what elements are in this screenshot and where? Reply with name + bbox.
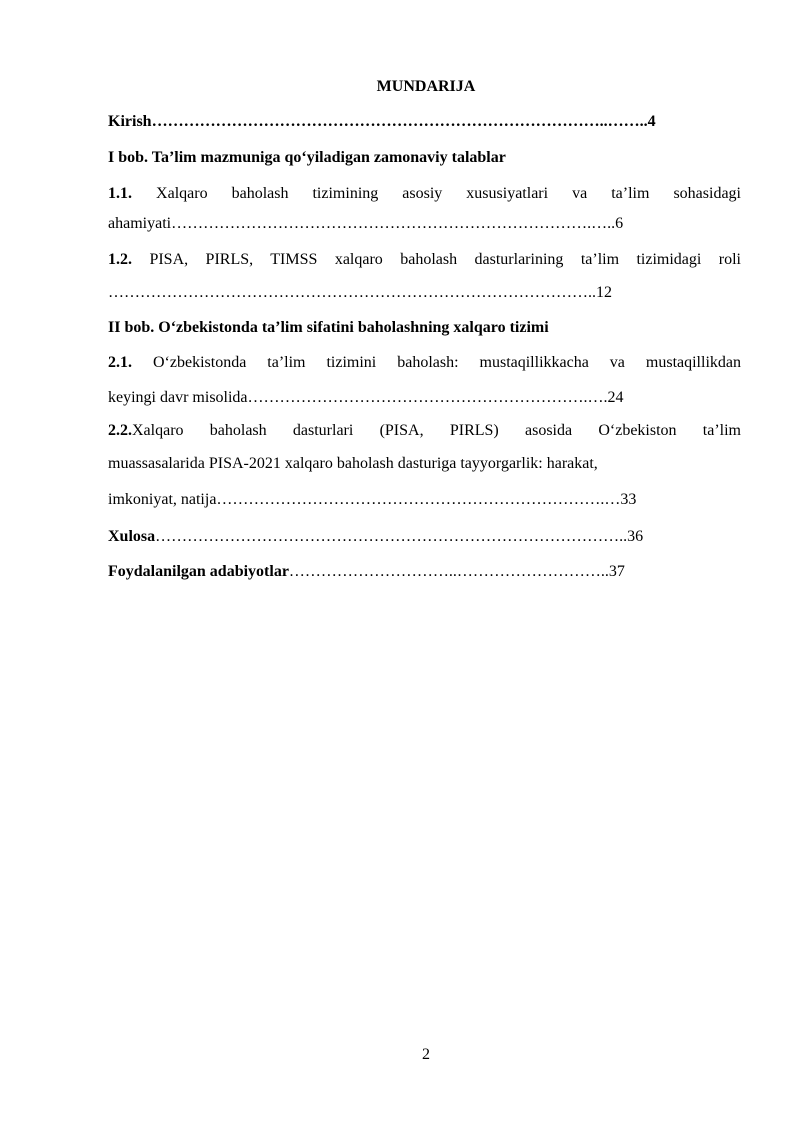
toc-entry-2-1-number: 2.1. <box>108 354 132 371</box>
toc-entry-1-1-number: 1.1. <box>108 185 132 202</box>
toc-chapter-2-heading: II bob. O‘zbekistonda ta’lim sifatini baholashning xalqaro tizimi <box>108 319 549 336</box>
toc-entry-1-2-title: PISA, PIRLS, TIMSS xalqaro baholash dasturlarining ta’lim tizimidagi roli <box>149 251 741 268</box>
page-number: 2 <box>422 1046 430 1063</box>
toc-entry-references-leader: …………………………..………………………..37 <box>288 563 625 580</box>
toc-entry-2-2-continuation-1: muassasalarida PISA-2021 xalqaro baholash dasturiga tayyorgarlik: harakat, <box>108 455 598 472</box>
toc-entry-1-1-continuation: ahamiyati…………………………………………………………………….…..6 <box>108 215 624 232</box>
toc-entry-2-2-number: 2.2. <box>108 422 132 439</box>
toc-entry-1-1-title: Xalqaro baholash tizimining asosiy xususiyatlari va ta’lim sohasidagi <box>156 185 741 202</box>
toc-entry-conclusion-label: Xulosa <box>108 528 156 545</box>
toc-entry-1-2-continuation: ………………………………………………………………………………..12 <box>108 284 612 301</box>
toc-entry-references <box>108 562 741 582</box>
page-title: MUNDARIJA <box>376 78 476 95</box>
toc-entry-2-1 <box>108 353 741 373</box>
toc-entry-conclusion <box>108 527 741 547</box>
toc-entry-2-2 <box>108 421 741 441</box>
toc-entry-1-2-number: 1.2. <box>108 251 132 268</box>
toc-entry-intro: Kirish…………………………………………………………………………..……..4 <box>108 113 656 130</box>
toc-chapter-1-heading: I bob. Ta’lim mazmuniga qo‘yiladigan zamonaviy talablar <box>108 149 506 166</box>
toc-entry-2-2-title: Xalqaro baholash dasturlari (PISA, PIRLS) asosida O‘zbekiston ta’lim <box>132 422 741 439</box>
toc-entry-2-1-continuation: keyingi davr misolida……………………………………………………….….24 <box>108 389 624 406</box>
toc-entry-conclusion-leader: ……………………………………………………………………………..36 <box>155 528 644 545</box>
toc-entry-references-label: Foydalanilgan adabiyotlar <box>108 563 289 580</box>
toc-entry-1-1 <box>108 184 741 204</box>
toc-entry-2-2-continuation-2: imkoniyat, natija……………………………………………………………….…33 <box>108 491 637 508</box>
toc-entry-1-2 <box>108 250 741 270</box>
toc-entry-2-1-title: O‘zbekistonda ta’lim tizimini baholash: mustaqillikkacha va mustaqillikdan <box>152 354 741 371</box>
